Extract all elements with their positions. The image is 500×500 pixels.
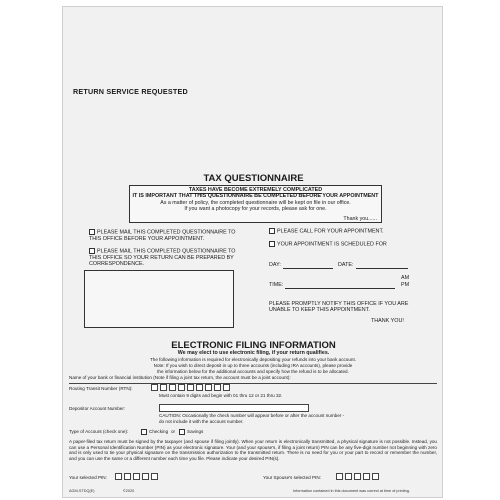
your-pin-label: Your selected PIN: (69, 475, 107, 480)
notice-header-2: IT IS IMPORTANT THAT THIS QUESTIONNAIRE BE COMPLETED BEFORE YOUR APPOINTMENT (132, 193, 379, 199)
rtn-digit[interactable] (196, 384, 203, 391)
checkbox-icon[interactable] (269, 241, 275, 247)
am-label: AM (401, 275, 410, 281)
spouse-pin-label: Your Spouse's selected PIN: (263, 475, 321, 480)
form-code: AGM-STDQ(E) (69, 489, 95, 493)
checkbox-icon[interactable] (179, 429, 185, 435)
day-label: DAY: (269, 262, 281, 268)
notice-thanks: Thank you...... (343, 216, 377, 222)
time-label: TIME: (269, 282, 284, 288)
date-label: DATE: (338, 262, 354, 268)
date-field[interactable] (356, 268, 408, 269)
efi-intro: The following information is required for electronically depositing your refunds into your bank account. (149, 357, 357, 362)
pin-digit[interactable] (151, 473, 158, 480)
savings-label: Savings (187, 429, 204, 435)
tax-questionnaire-title: TAX QUESTIONNAIRE (203, 173, 304, 184)
checking-option[interactable] (141, 429, 168, 435)
depositor-label: Depositor Account Number: (69, 406, 126, 411)
rtn-digit[interactable] (160, 384, 167, 391)
pin-digit[interactable] (124, 473, 131, 480)
notice-header-1: TAXES HAVE BECOME EXTREMELY COMPLICATED (188, 187, 323, 193)
notify-text: PLEASE PROMPTLY NOTIFY THIS OFFICE IF YOU ARE UNABLE TO KEEP THIS APPOINTMENT. (269, 301, 409, 314)
day-field[interactable] (283, 268, 333, 269)
rtn-field[interactable] (151, 384, 230, 391)
checkbox-icon[interactable] (89, 229, 95, 235)
rtn-digit[interactable] (151, 384, 158, 391)
option-call[interactable] (269, 228, 429, 235)
notice-line-2: If you want a photocopy for your records, please ask for one. (184, 206, 327, 213)
footer-note: Information contained in this document was correct at time of printing. (293, 489, 410, 493)
bank-name-field[interactable] (69, 383, 437, 384)
option-call-label: PLEASE CALL FOR YOUR APPOINTMENT. (277, 228, 384, 235)
notify-thanks: THANK YOU! (371, 318, 404, 324)
pin-digit[interactable] (336, 473, 343, 480)
address-window (84, 270, 234, 328)
rtn-digit[interactable] (223, 384, 230, 391)
checkbox-icon[interactable] (141, 429, 147, 435)
return-service-requested: RETURN SERVICE REQUESTED (73, 87, 188, 96)
account-type-label: Type of Account (check one): (69, 429, 129, 434)
option-scheduled-label: YOUR APPOINTMENT IS SCHEDULED FOR (277, 241, 387, 248)
pin-digit[interactable] (363, 473, 370, 480)
spouse-pin-field[interactable] (336, 473, 379, 480)
pin-digit[interactable] (142, 473, 149, 480)
notice-line-1: As a matter of policy, the completed questionnaire will be kept on file in our office. (160, 200, 351, 206)
pin-paragraph: A paper-filed tax return must be signed by the taxpayer (and spouse if filing jointly). When your return is electronically transmitted, a physical signature is not possible. Instead, you can use a Personal Identification Number (PIN) as your electronic signature. Your (and your spouse's, if filing a joint return) PIN can be any five-digit number not beginning with zero and is only used to tie your physical signature on the transmission authorization to the transmitted return. There is no need for you or your part to record or remember the number, and you can use the same or a different number each time you file. Please indicate your desired PIN(s). (69, 439, 437, 461)
checkbox-icon[interactable] (269, 228, 275, 234)
pm-label: PM (401, 282, 410, 288)
efi-title: ELECTRONIC FILING INFORMATION (171, 340, 336, 351)
efi-subtitle: We may elect to use electronic filing, if your return qualifies. (177, 350, 330, 356)
your-pin-field[interactable] (115, 473, 158, 480)
pin-digit[interactable] (372, 473, 379, 480)
or-text: or (171, 429, 176, 434)
rtn-label: Routing Transit Number (RTN): (69, 386, 133, 391)
rtn-digit[interactable] (178, 384, 185, 391)
rtn-digit[interactable] (169, 384, 176, 391)
pin-digit[interactable] (133, 473, 140, 480)
account-number-field[interactable] (159, 404, 309, 412)
option-mail-correspondence[interactable] (89, 248, 239, 267)
rtn-digit[interactable] (187, 384, 194, 391)
notice-box (129, 185, 382, 223)
pin-digit[interactable] (354, 473, 361, 480)
time-field[interactable] (285, 288, 395, 289)
bank-name-label: Name of your bank or financial institution (Note if filing a joint tax return, the account must be a joint account): (69, 375, 291, 380)
option-mail-before-label: PLEASE MAIL THIS COMPLETED QUESTIONNAIRE TO THIS OFFICE BEFORE YOUR APPOINTMENT. (89, 229, 236, 242)
rtn-digit[interactable] (214, 384, 221, 391)
form-year: ©2020 (123, 489, 135, 493)
checkbox-icon[interactable] (89, 248, 95, 254)
checking-label: Checking (149, 429, 169, 435)
savings-option[interactable] (179, 429, 203, 435)
rtn-note: Must contain 9 digits and begin with 01 thru 12 or 21 thru 32. (159, 393, 283, 398)
rtn-digit[interactable] (205, 384, 212, 391)
pin-digit[interactable] (345, 473, 352, 480)
caution-note: CAUTION: Occasionally the check number will appear before or after the account number - do not include it with the account number. (159, 413, 345, 424)
efi-note: Note: If you wish to direct deposit in up to three accounts (including IRA accounts), please provide the information below for the additional accounts and specify how the refund is to be allocated. (153, 363, 353, 374)
questionnaire-form (62, 6, 443, 498)
pin-digit[interactable] (115, 473, 122, 480)
option-mail-before[interactable] (89, 229, 239, 242)
option-mail-correspondence-label: PLEASE MAIL THIS COMPLETED QUESTIONNAIRE TO THIS OFFICE SO YOUR RETURN CAN BE PREPARED BY CORRESPONDENCE. (89, 248, 236, 268)
option-scheduled[interactable] (269, 241, 429, 248)
